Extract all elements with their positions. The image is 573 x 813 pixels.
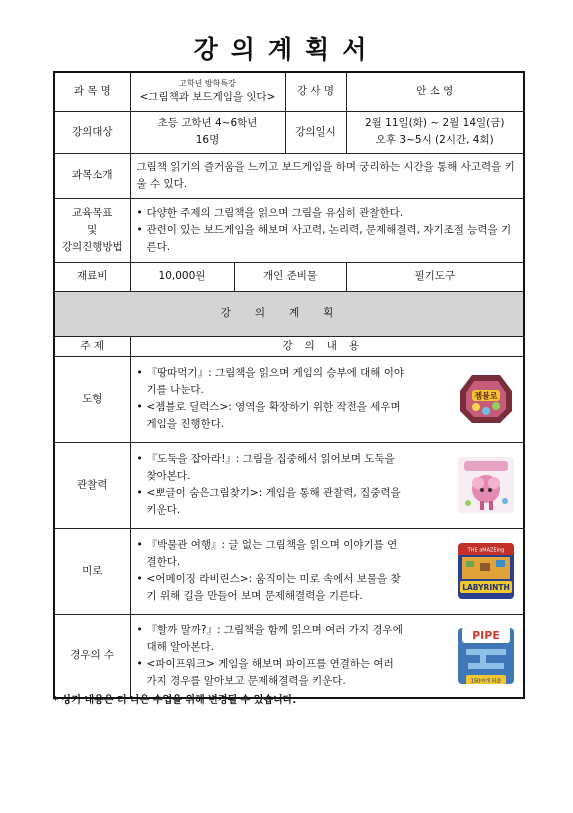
intro-text: 그림책 읽기의 즐거움을 느끼고 보드게임을 하며 궁리하는 시간을 통해 사고력을 키울 수 있다.: [130, 153, 524, 198]
supplies-value: 필기도구: [346, 262, 524, 291]
content-cell: [130, 528, 524, 614]
labyrinth-top: THE aMAZEing: [467, 547, 505, 554]
pogeuli-box-image: [458, 457, 514, 513]
pipe-sub: 150여개 퍼즐: [470, 678, 502, 684]
label-intro: 과목소개: [54, 153, 130, 198]
label-supplies: 개인 준비물: [234, 262, 346, 291]
page-title: 강의계획서: [193, 35, 380, 64]
instructor-value: 안 소 영: [346, 72, 524, 111]
label-instructor: 강 사 명: [285, 72, 346, 111]
date-line1: 2월 11일(화) ~ 2월 14일(금): [365, 117, 505, 129]
goals-cell: [130, 198, 524, 262]
subject-main: <그림책과 보드게임을 잇다>: [139, 90, 276, 103]
content-item: • 『도둑을 잡아라!』: 그림을 집중해서 읽어보며 도둑을 찾아본다.: [137, 451, 405, 485]
plan-header: 강의계획: [54, 291, 524, 336]
label-goal-3: 강의진행방법: [61, 240, 123, 253]
content-cell: [130, 442, 524, 528]
pipe-title: PIPE: [472, 628, 500, 642]
goal-item: • 관련이 있는 보드게임을 해보며 사고력, 논리력, 문제해결력, 자기조절 능력을 기른다.: [137, 222, 518, 256]
content-item: • <뽀글이 숨은그림찾기>: 게임을 통해 관찰력, 집중력을 키운다.: [137, 485, 405, 519]
subject-cell: [130, 72, 285, 111]
date-line2: 오후 3~5시 (2시간, 4회): [375, 134, 494, 146]
goal-item: • 다양한 주제의 그림책을 읽으며 그림을 유심히 관찰한다.: [137, 205, 518, 222]
target-line1: 초등 고학년 4~6학년: [157, 117, 258, 129]
label-goal-1: 교육목표: [71, 206, 113, 219]
content-item: • 『박물관 여행』: 글 없는 그림책을 읽으며 이야기를 연결한다.: [137, 537, 405, 571]
label-target: 강의대상: [54, 111, 130, 153]
datetime-cell: [346, 111, 524, 153]
label-goal-2: 및: [87, 223, 98, 236]
content-item: • 『할까 말까?』: 그림책을 함께 읽으며 여러 가지 경우에 대해 알아본다.: [137, 622, 405, 656]
target-line2: 16명: [195, 134, 220, 146]
content-item: • <어메이징 라비린스>: 움직이는 미로 속에서 보물을 찾기 위해 길을 만들어 보며 문제해결력을 기른다.: [137, 571, 405, 605]
fee-value: 10,000원: [130, 262, 234, 291]
content-item: • 『땅따먹기』: 그림책을 읽으며 게임의 승부에 대해 이야기를 나눈다.: [137, 365, 405, 399]
topic-cell: 경우의 수: [54, 614, 130, 698]
col-topic: 주 제: [54, 336, 130, 356]
content-item: • <파이프워크> 게임을 해보며 파이프를 연결하는 여러 가지 경우를 알아보고 문제해결력을 키운다.: [137, 656, 405, 690]
label-goal: [54, 198, 130, 262]
label-fee: 재료비: [54, 262, 130, 291]
subject-small: 고학년 방학특강: [179, 78, 236, 88]
topic-cell: 도형: [54, 356, 130, 442]
col-content: 강의내용: [130, 336, 524, 356]
gemblo-title: 젬블로: [474, 391, 498, 401]
content-cell: [130, 614, 524, 698]
content-item: • <젬블로 딜럭스>: 영역을 확장하기 위한 작전을 세우며 게임을 진행한다.: [137, 399, 405, 433]
label-datetime: 강의일시: [285, 111, 346, 153]
topic-cell: 미로: [54, 528, 130, 614]
syllabus-table: [53, 71, 525, 699]
footnote: * 상기 내용은 더 나은 수업을 위해 변경될 수 있습니다.: [53, 695, 297, 706]
gemblo-box-image: [458, 371, 514, 427]
target-cell: [130, 111, 285, 153]
topic-cell: 관찰력: [54, 442, 130, 528]
label-subject: 과 목 명: [54, 72, 130, 111]
pipe-box-image: [458, 628, 514, 684]
content-cell: [130, 356, 524, 442]
labyrinth-box-image: [458, 543, 514, 599]
labyrinth-title: LABYRINTH: [462, 583, 510, 592]
